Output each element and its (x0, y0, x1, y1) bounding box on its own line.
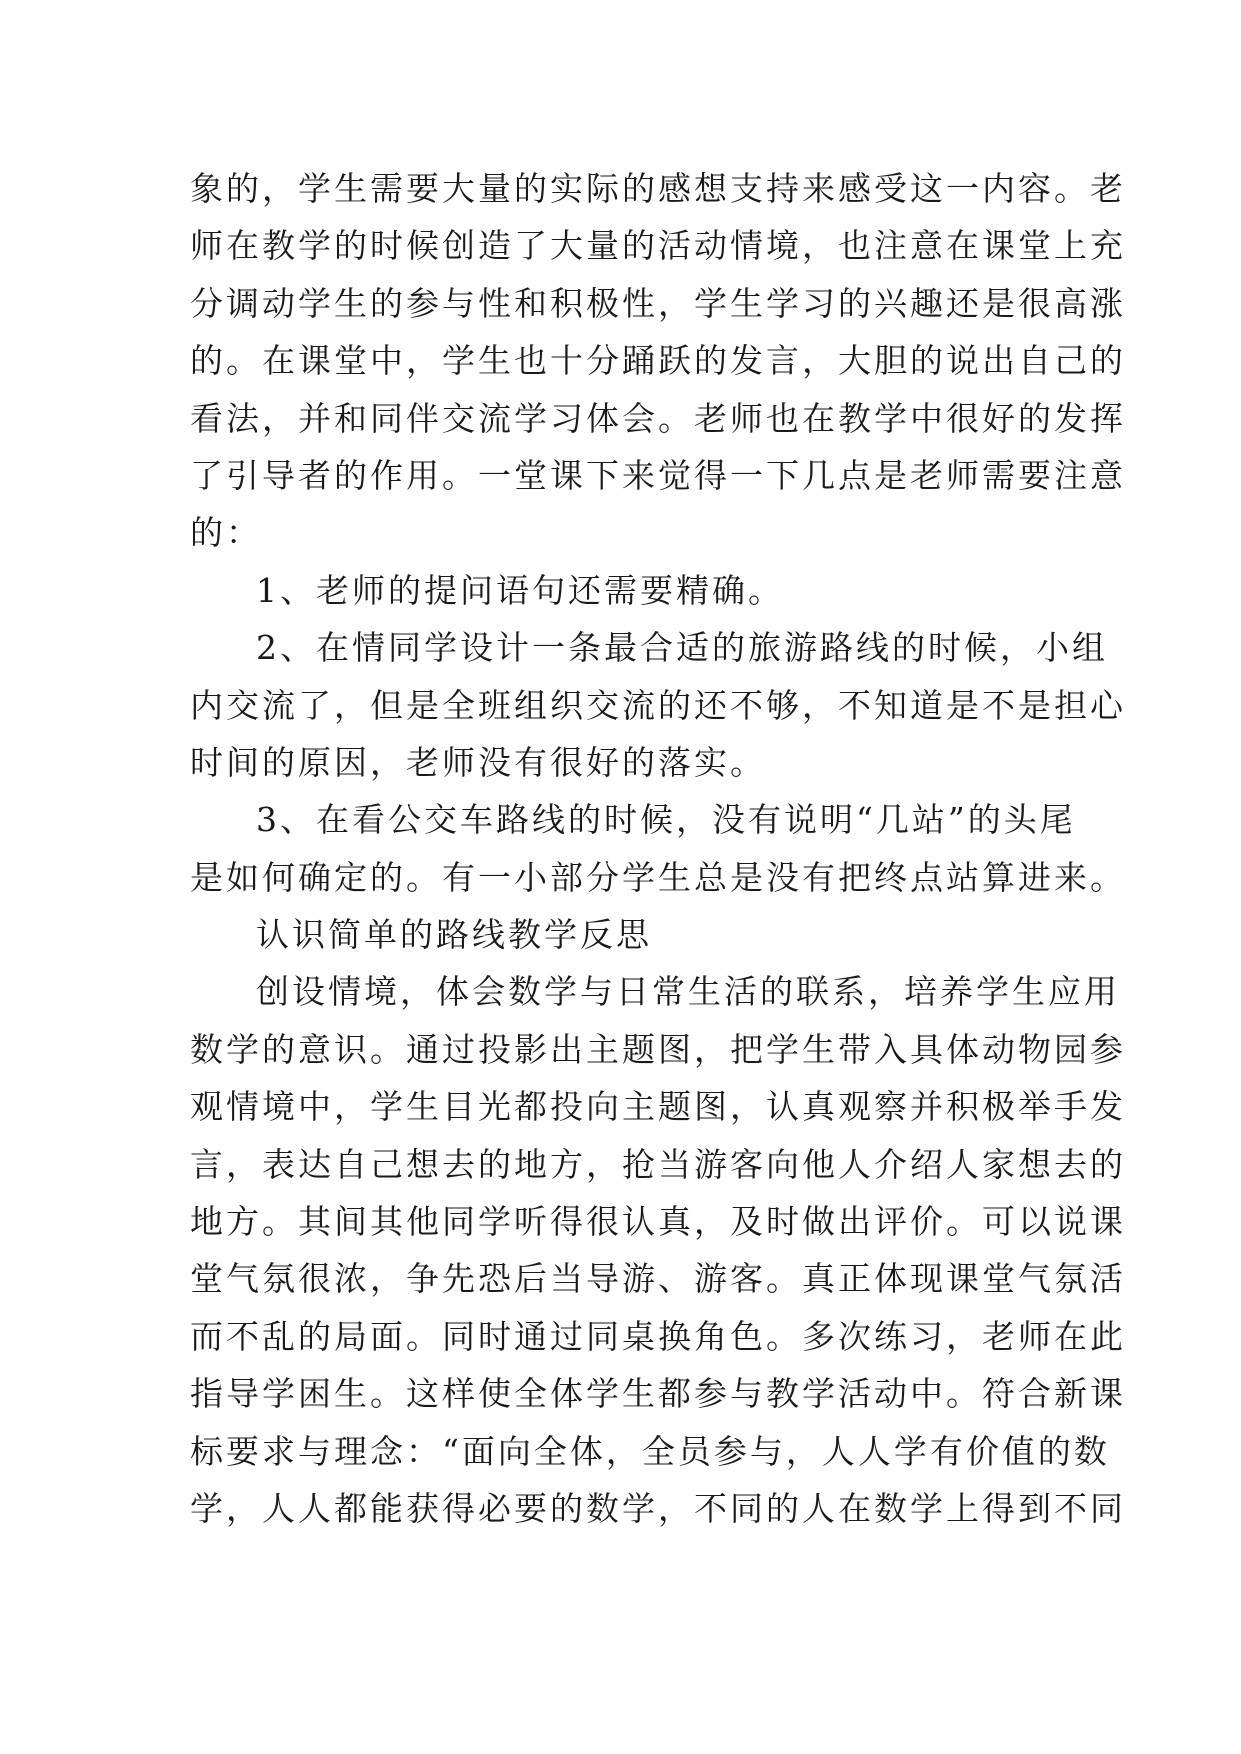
text-line: 的。在课堂中，学生也十分踊跃的发言，大胆的说出自己的 (190, 341, 1126, 381)
text-line: 看法，并和同伴交流学习体会。老师也在教学中很好的发挥 (190, 398, 1126, 438)
text-line: 而不乱的局面。同时通过同桌换角色。多次练习，老师在此 (190, 1316, 1126, 1356)
text-line: 堂气氛很浓，争先恐后当导游、游客。真正体现课堂气氛活 (190, 1259, 1126, 1299)
text-line: 数学的意识。通过投影出主题图，把学生带入具体动物园参 (190, 1029, 1126, 1069)
text-line: 言，表达自己想去的地方，抢当游客向他人介绍人家想去的 (190, 1144, 1126, 1184)
text-line: 了引导者的作用。一堂课下来觉得一下几点是老师需要注意 (190, 455, 1126, 495)
text-line: 标要求与理念：“面向全体，全员参与，人人学有价值的数 (190, 1431, 1110, 1471)
text-line: 创设情境，体会数学与日常生活的联系，培养学生应用 (256, 972, 1120, 1012)
document-body (190, 160, 1126, 1537)
text-line: 内交流了，但是全班组织交流的还不够，不知道是不是担心 (190, 685, 1126, 725)
text-line: 观情境中，学生目光都投向主题图，认真观察并积极举手发 (190, 1087, 1126, 1127)
text-line: 指导学困生。这样使全体学生都参与教学活动中。符合新课 (190, 1374, 1126, 1414)
text-line: 1、老师的提问语句还需要精确。 (256, 570, 784, 610)
text-line: 象的，学生需要大量的实际的感想支持来感受这一内容。老 (190, 169, 1126, 208)
text-line: 3、在看公交车路线的时候，没有说明“几站”的头尾 (256, 800, 1076, 840)
text-line: 是如何确定的。有一小部分学生总是没有把终点站算进来。 (190, 857, 1126, 897)
text-line: 认识简单的路线教学反思 (256, 915, 652, 955)
text-line: 学，人人都能获得必要的数学，不同的人在数学上得到不同 (190, 1488, 1126, 1528)
text-line: 时间的原因，老师没有很好的落实。 (190, 742, 766, 782)
text-line: 地方。其间其他同学听得很认真，及时做出评价。可以说课 (190, 1202, 1126, 1242)
text-line: 的： (190, 513, 262, 553)
text-line: 分调动学生的参与性和积极性，学生学习的兴趣还是很高涨 (190, 283, 1126, 323)
text-line: 师在教学的时候创造了大量的活动情境，也注意在课堂上充 (190, 226, 1126, 266)
text-line: 2、在情同学设计一条最合适的旅游路线的时候，小组 (256, 628, 1108, 668)
